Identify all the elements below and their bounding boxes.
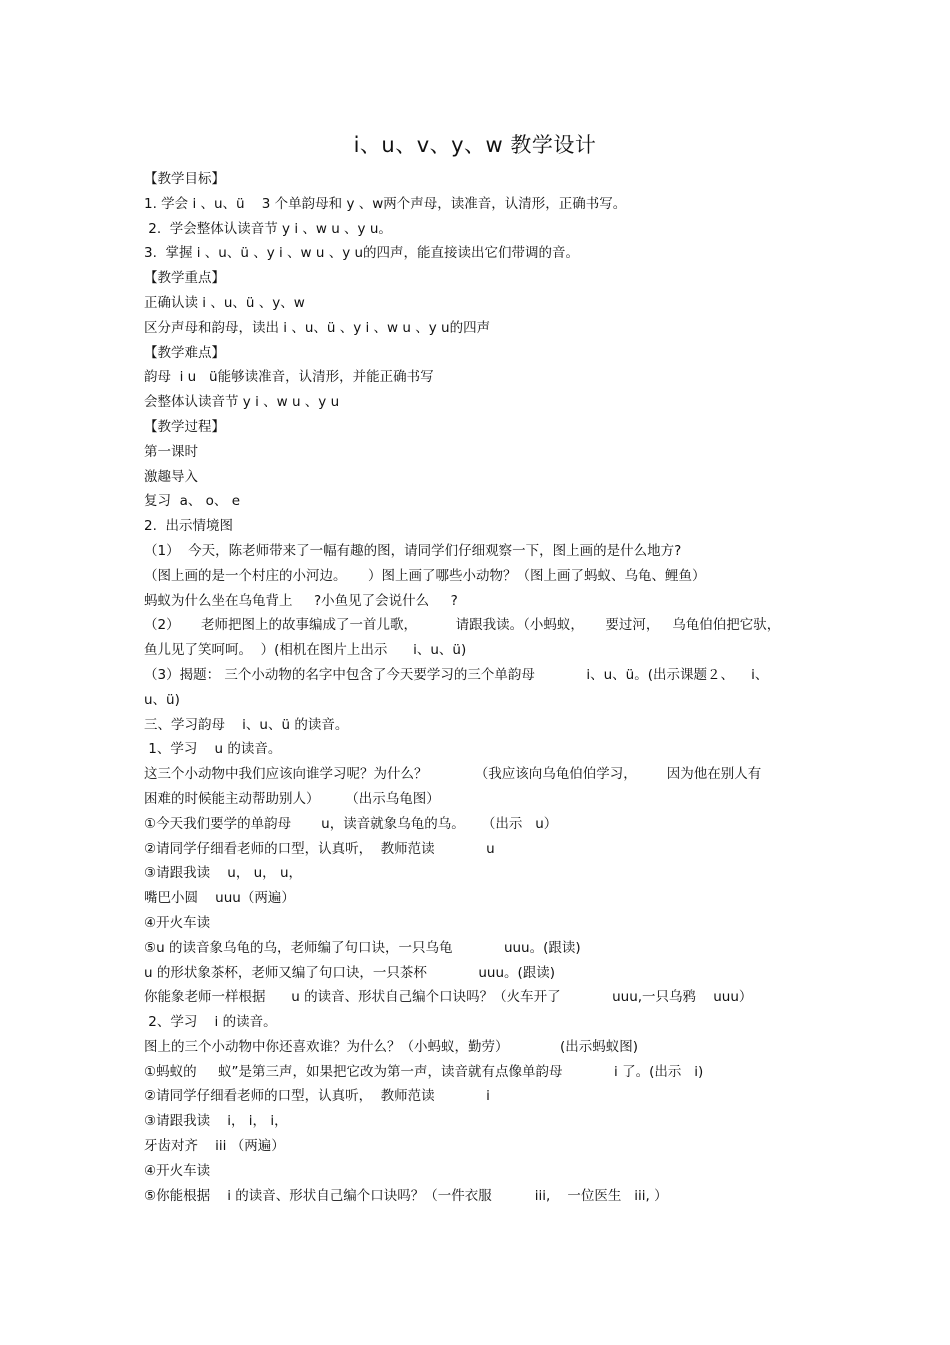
- text-line: 鱼儿见了笑呵呵。 ）(相机在图片上出示 i、u、ü): [144, 642, 467, 659]
- text-line: u 的形状象茶杯，老师又编了句口诀，一只茶杯 uuu。(跟读): [144, 964, 556, 981]
- text-line: （图上画的是一个村庄的小河边。 ）图上画了哪些小动物？（图上画了蚂蚁、乌龟、鲤鱼）: [144, 567, 706, 584]
- text-line: 正确认读 i 、u、ü 、y、w: [144, 294, 305, 311]
- text-line: ④开火车读: [144, 914, 211, 931]
- text-line: 复习 a、 o、 e: [144, 493, 241, 510]
- text-line: 3. 掌握 i 、u、ü 、y i 、w u 、y u的四声，能直接读出它们带调的音。: [144, 245, 580, 262]
- text-line: 牙齿对齐 iii （两遍）: [144, 1138, 285, 1155]
- text-line: ①今天我们要学的单韵母 u，读音就象乌龟的乌。 （出示 u）: [144, 815, 558, 832]
- text-line: 2. 出示情境图: [144, 518, 233, 535]
- text-line: 三、学习韵母 i、u、ü 的读音。: [144, 716, 349, 733]
- text-line: ⑤你能根据 i 的读音、形状自己编个口诀吗？（一件衣服 iii, 一位医生 iii, ）: [144, 1187, 668, 1204]
- text-line: ②请同学仔细看老师的口型，认真听， 教师范读 u: [144, 840, 495, 857]
- text-line: 2. 学会整体认读音节 y i 、w u 、y u。: [144, 220, 392, 237]
- text-line: 嘴巴小圆 uuu（两遍）: [144, 890, 295, 907]
- text-line: 这三个小动物中我们应该向谁学习呢？为什么？ （我应该向乌龟伯伯学习， 因为他在别人有: [144, 766, 762, 783]
- text-line: ③请跟我读 i， i， i，: [144, 1113, 288, 1130]
- text-line: ⑤u 的读音象乌龟的乌，老师编了句口诀，一只乌龟 uuu。(跟读): [144, 939, 581, 956]
- text-line: （2） 老师把图上的故事编成了一首儿歌， 请跟我读。（小蚂蚁， 要过河， 乌龟伯伯把它驮，: [144, 617, 781, 634]
- text-line: 第一课时: [144, 443, 198, 460]
- text-line: ③请跟我读 u， u， u，: [144, 865, 303, 882]
- text-line: 激趣导入: [144, 468, 198, 485]
- text-line: ④开火车读: [144, 1162, 211, 1179]
- document-title: i、u、v、y、w 教学设计: [353, 133, 597, 157]
- text-line: 韵母 i u ü能够读准音，认清形，并能正确书写: [144, 369, 434, 386]
- text-line: 蚂蚁为什么坐在乌龟背上 ?小鱼见了会说什么 ?: [144, 592, 458, 609]
- text-line: 图上的三个小动物中你还喜欢谁？为什么？（小蚂蚁，勤劳） (出示蚂蚁图): [144, 1038, 639, 1055]
- text-line: 【教学过程】: [144, 418, 225, 435]
- text-line: （1） 今天，陈老师带来了一幅有趣的图，请同学们仔细观察一下，图上画的是什么地方?: [144, 542, 682, 559]
- document-body: [144, 167, 824, 1208]
- text-line: 区分声母和韵母，读出 i 、u、ü 、y i 、w u 、y u的四声: [144, 319, 491, 336]
- text-line: ①蚂蚁的 蚁”是第三声，如果把它改为第一声，读音就有点像单韵母 i 了。(出示 i): [144, 1063, 704, 1080]
- text-line: 1. 学会 i 、u、ü 3 个单韵母和 y 、w两个声母，读准音，认清形，正确书写。: [144, 195, 627, 212]
- text-line: 【教学目标】: [144, 171, 225, 187]
- text-line: 【教学重点】: [144, 270, 225, 287]
- text-line: 你能象老师一样根据 u 的读音、形状自己编个口诀吗？（火车开了 uuu,一只乌鸦 uuu）: [144, 989, 753, 1006]
- text-line: 会整体认读音节 y i 、w u 、y u: [144, 394, 340, 411]
- text-line: ②请同学仔细看老师的口型，认真听， 教师范读 i: [144, 1088, 490, 1105]
- text-line: 【教学难点】: [144, 344, 225, 361]
- text-line: u、ü): [144, 691, 180, 708]
- text-line: 1、学习 u 的读音。: [144, 741, 282, 758]
- text-line: （3）揭题： 三个小动物的名字中包含了今天要学习的三个单韵母 i、u、ü。(出示课题２、 i、: [144, 666, 769, 683]
- text-line: 2、学习 i 的读音。: [144, 1014, 277, 1031]
- text-line: 困难的时候能主动帮助别人） （出示乌龟图）: [144, 790, 440, 807]
